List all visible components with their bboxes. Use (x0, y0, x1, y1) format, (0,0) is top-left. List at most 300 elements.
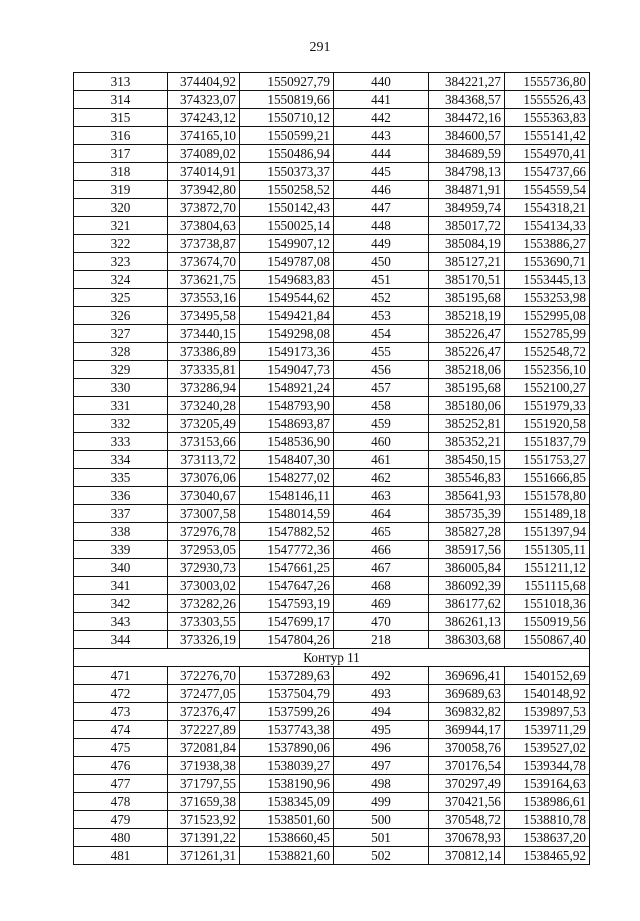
y-coordinate-cell: 1553445,13 (505, 271, 590, 289)
y-coordinate-cell: 1537289,63 (240, 667, 334, 685)
x-coordinate-cell: 373738,87 (168, 235, 240, 253)
y-coordinate-cell: 1548536,90 (240, 433, 334, 451)
point-number-cell: 443 (334, 127, 429, 145)
y-coordinate-cell: 1549907,12 (240, 235, 334, 253)
point-number-cell: 466 (334, 541, 429, 559)
y-coordinate-cell: 1549544,62 (240, 289, 334, 307)
point-number-cell: 500 (334, 811, 429, 829)
table-row (74, 541, 590, 559)
y-coordinate-cell: 1552356,10 (505, 361, 590, 379)
y-coordinate-cell: 1555526,43 (505, 91, 590, 109)
point-number-cell: 474 (74, 721, 168, 739)
point-number-cell: 319 (74, 181, 168, 199)
x-coordinate-cell: 373326,19 (168, 631, 240, 649)
y-coordinate-cell: 1551666,85 (505, 469, 590, 487)
point-number-cell: 451 (334, 271, 429, 289)
y-coordinate-cell: 1547647,26 (240, 577, 334, 595)
point-number-cell: 472 (74, 685, 168, 703)
point-number-cell: 440 (334, 73, 429, 91)
point-number-cell: 471 (74, 667, 168, 685)
point-number-cell: 315 (74, 109, 168, 127)
point-number-cell: 463 (334, 487, 429, 505)
table-row (74, 685, 590, 703)
point-number-cell: 335 (74, 469, 168, 487)
y-coordinate-cell: 1549298,08 (240, 325, 334, 343)
y-coordinate-cell: 1551837,79 (505, 433, 590, 451)
table-row (74, 415, 590, 433)
y-coordinate-cell: 1550919,56 (505, 613, 590, 631)
point-number-cell: 334 (74, 451, 168, 469)
point-number-cell: 452 (334, 289, 429, 307)
y-coordinate-cell: 1538190,96 (240, 775, 334, 793)
x-coordinate-cell: 373153,66 (168, 433, 240, 451)
table-row (74, 757, 590, 775)
table-row (74, 721, 590, 739)
x-coordinate-cell: 385546,83 (429, 469, 505, 487)
y-coordinate-cell: 1551211,12 (505, 559, 590, 577)
y-coordinate-cell: 1550599,21 (240, 127, 334, 145)
point-number-cell: 316 (74, 127, 168, 145)
x-coordinate-cell: 373205,49 (168, 415, 240, 433)
x-coordinate-cell: 385218,06 (429, 361, 505, 379)
y-coordinate-cell: 1554318,21 (505, 199, 590, 217)
table-row (74, 109, 590, 127)
y-coordinate-cell: 1538465,92 (505, 847, 590, 865)
table-row (74, 451, 590, 469)
point-number-cell: 337 (74, 505, 168, 523)
point-number-cell: 481 (74, 847, 168, 865)
point-number-cell: 339 (74, 541, 168, 559)
x-coordinate-cell: 373282,26 (168, 595, 240, 613)
table-row (74, 613, 590, 631)
point-number-cell: 494 (334, 703, 429, 721)
x-coordinate-cell: 373386,89 (168, 343, 240, 361)
y-coordinate-cell: 1537599,26 (240, 703, 334, 721)
x-coordinate-cell: 369696,41 (429, 667, 505, 685)
y-coordinate-cell: 1549787,08 (240, 253, 334, 271)
y-coordinate-cell: 1547593,19 (240, 595, 334, 613)
point-number-cell: 444 (334, 145, 429, 163)
point-number-cell: 336 (74, 487, 168, 505)
x-coordinate-cell: 385827,28 (429, 523, 505, 541)
y-coordinate-cell: 1548014,59 (240, 505, 334, 523)
y-coordinate-cell: 1554737,66 (505, 163, 590, 181)
table-row (74, 739, 590, 757)
y-coordinate-cell: 1547804,26 (240, 631, 334, 649)
point-number-cell: 326 (74, 307, 168, 325)
x-coordinate-cell: 373440,15 (168, 325, 240, 343)
point-number-cell: 448 (334, 217, 429, 235)
point-number-cell: 441 (334, 91, 429, 109)
point-number-cell: 324 (74, 271, 168, 289)
x-coordinate-cell: 373003,02 (168, 577, 240, 595)
x-coordinate-cell: 374165,10 (168, 127, 240, 145)
x-coordinate-cell: 372477,05 (168, 685, 240, 703)
point-number-cell: 445 (334, 163, 429, 181)
table-row (74, 163, 590, 181)
table-row (74, 847, 590, 865)
y-coordinate-cell: 1550819,66 (240, 91, 334, 109)
table-row (74, 703, 590, 721)
y-coordinate-cell: 1554970,41 (505, 145, 590, 163)
point-number-cell: 323 (74, 253, 168, 271)
y-coordinate-cell: 1551115,68 (505, 577, 590, 595)
point-number-cell: 497 (334, 757, 429, 775)
x-coordinate-cell: 384221,27 (429, 73, 505, 91)
x-coordinate-cell: 372227,89 (168, 721, 240, 739)
x-coordinate-cell: 372276,70 (168, 667, 240, 685)
table-row (74, 379, 590, 397)
y-coordinate-cell: 1550710,12 (240, 109, 334, 127)
point-number-cell: 496 (334, 739, 429, 757)
x-coordinate-cell: 385641,93 (429, 487, 505, 505)
y-coordinate-cell: 1553253,98 (505, 289, 590, 307)
x-coordinate-cell: 385218,19 (429, 307, 505, 325)
table-row (74, 271, 590, 289)
point-number-cell: 468 (334, 577, 429, 595)
y-coordinate-cell: 1555736,80 (505, 73, 590, 91)
point-number-cell: 314 (74, 91, 168, 109)
table-row (74, 343, 590, 361)
x-coordinate-cell: 374404,92 (168, 73, 240, 91)
y-coordinate-cell: 1549421,84 (240, 307, 334, 325)
y-coordinate-cell: 1548277,02 (240, 469, 334, 487)
x-coordinate-cell: 371797,55 (168, 775, 240, 793)
point-number-cell: 495 (334, 721, 429, 739)
x-coordinate-cell: 385252,81 (429, 415, 505, 433)
point-number-cell: 473 (74, 703, 168, 721)
x-coordinate-cell: 370176,54 (429, 757, 505, 775)
y-coordinate-cell: 1553690,71 (505, 253, 590, 271)
section-header-row (74, 649, 590, 667)
y-coordinate-cell: 1539527,02 (505, 739, 590, 757)
y-coordinate-cell: 1538986,61 (505, 793, 590, 811)
y-coordinate-cell: 1550258,52 (240, 181, 334, 199)
x-coordinate-cell: 384689,59 (429, 145, 505, 163)
x-coordinate-cell: 369689,63 (429, 685, 505, 703)
y-coordinate-cell: 1550486,94 (240, 145, 334, 163)
table-row (74, 595, 590, 613)
x-coordinate-cell: 372930,73 (168, 559, 240, 577)
y-coordinate-cell: 1550373,37 (240, 163, 334, 181)
x-coordinate-cell: 386005,84 (429, 559, 505, 577)
point-number-cell: 460 (334, 433, 429, 451)
point-number-cell: 498 (334, 775, 429, 793)
point-number-cell: 442 (334, 109, 429, 127)
point-number-cell: 499 (334, 793, 429, 811)
x-coordinate-cell: 384798,13 (429, 163, 505, 181)
x-coordinate-cell: 373674,70 (168, 253, 240, 271)
point-number-cell: 340 (74, 559, 168, 577)
point-number-cell: 465 (334, 523, 429, 541)
point-number-cell: 470 (334, 613, 429, 631)
y-coordinate-cell: 1549173,36 (240, 343, 334, 361)
point-number-cell: 492 (334, 667, 429, 685)
y-coordinate-cell: 1552995,08 (505, 307, 590, 325)
point-number-cell: 454 (334, 325, 429, 343)
y-coordinate-cell: 1554559,54 (505, 181, 590, 199)
y-coordinate-cell: 1550867,40 (505, 631, 590, 649)
x-coordinate-cell: 374089,02 (168, 145, 240, 163)
table-row (74, 325, 590, 343)
point-number-cell: 341 (74, 577, 168, 595)
point-number-cell: 461 (334, 451, 429, 469)
y-coordinate-cell: 1555141,42 (505, 127, 590, 145)
y-coordinate-cell: 1553886,27 (505, 235, 590, 253)
point-number-cell: 458 (334, 397, 429, 415)
x-coordinate-cell: 371659,38 (168, 793, 240, 811)
y-coordinate-cell: 1551920,58 (505, 415, 590, 433)
y-coordinate-cell: 1538637,20 (505, 829, 590, 847)
point-number-cell: 467 (334, 559, 429, 577)
point-number-cell: 447 (334, 199, 429, 217)
y-coordinate-cell: 1548407,30 (240, 451, 334, 469)
table-row (74, 523, 590, 541)
y-coordinate-cell: 1547661,25 (240, 559, 334, 577)
y-coordinate-cell: 1547882,52 (240, 523, 334, 541)
x-coordinate-cell: 386303,68 (429, 631, 505, 649)
point-number-cell: 330 (74, 379, 168, 397)
y-coordinate-cell: 1548793,90 (240, 397, 334, 415)
y-coordinate-cell: 1552100,27 (505, 379, 590, 397)
x-coordinate-cell: 373942,80 (168, 181, 240, 199)
x-coordinate-cell: 385450,15 (429, 451, 505, 469)
table-row (74, 199, 590, 217)
x-coordinate-cell: 385226,47 (429, 343, 505, 361)
point-number-cell: 328 (74, 343, 168, 361)
y-coordinate-cell: 1548146,11 (240, 487, 334, 505)
x-coordinate-cell: 373286,94 (168, 379, 240, 397)
y-coordinate-cell: 1537890,06 (240, 739, 334, 757)
point-number-cell: 317 (74, 145, 168, 163)
table-row (74, 631, 590, 649)
x-coordinate-cell: 371391,22 (168, 829, 240, 847)
x-coordinate-cell: 371261,31 (168, 847, 240, 865)
y-coordinate-cell: 1538810,78 (505, 811, 590, 829)
x-coordinate-cell: 373804,63 (168, 217, 240, 235)
y-coordinate-cell: 1549683,83 (240, 271, 334, 289)
x-coordinate-cell: 384472,16 (429, 109, 505, 127)
point-number-cell: 450 (334, 253, 429, 271)
x-coordinate-cell: 370297,49 (429, 775, 505, 793)
x-coordinate-cell: 385180,06 (429, 397, 505, 415)
point-number-cell: 480 (74, 829, 168, 847)
y-coordinate-cell: 1538660,45 (240, 829, 334, 847)
point-number-cell: 464 (334, 505, 429, 523)
x-coordinate-cell: 372376,47 (168, 703, 240, 721)
table-row (74, 73, 590, 91)
table-row (74, 487, 590, 505)
table-row (74, 505, 590, 523)
table-row (74, 289, 590, 307)
x-coordinate-cell: 385352,21 (429, 433, 505, 451)
x-coordinate-cell: 385735,39 (429, 505, 505, 523)
table-row (74, 433, 590, 451)
point-number-cell: 457 (334, 379, 429, 397)
table-row (74, 775, 590, 793)
x-coordinate-cell: 373040,67 (168, 487, 240, 505)
y-coordinate-cell: 1538345,09 (240, 793, 334, 811)
y-coordinate-cell: 1539344,78 (505, 757, 590, 775)
point-number-cell: 455 (334, 343, 429, 361)
point-number-cell: 493 (334, 685, 429, 703)
y-coordinate-cell: 1551489,18 (505, 505, 590, 523)
y-coordinate-cell: 1540148,92 (505, 685, 590, 703)
point-number-cell: 449 (334, 235, 429, 253)
y-coordinate-cell: 1537504,79 (240, 685, 334, 703)
x-coordinate-cell: 370058,76 (429, 739, 505, 757)
x-coordinate-cell: 386261,13 (429, 613, 505, 631)
x-coordinate-cell: 385917,56 (429, 541, 505, 559)
table-row (74, 577, 590, 595)
y-coordinate-cell: 1554134,33 (505, 217, 590, 235)
table-row (74, 793, 590, 811)
x-coordinate-cell: 373007,58 (168, 505, 240, 523)
x-coordinate-cell: 370421,56 (429, 793, 505, 811)
point-number-cell: 320 (74, 199, 168, 217)
point-number-cell: 477 (74, 775, 168, 793)
point-number-cell: 479 (74, 811, 168, 829)
y-coordinate-cell: 1538039,27 (240, 757, 334, 775)
x-coordinate-cell: 384871,91 (429, 181, 505, 199)
x-coordinate-cell: 385226,47 (429, 325, 505, 343)
y-coordinate-cell: 1540152,69 (505, 667, 590, 685)
x-coordinate-cell: 374014,91 (168, 163, 240, 181)
x-coordinate-cell: 385084,19 (429, 235, 505, 253)
y-coordinate-cell: 1551018,36 (505, 595, 590, 613)
point-number-cell: 329 (74, 361, 168, 379)
point-number-cell: 327 (74, 325, 168, 343)
table-row (74, 181, 590, 199)
y-coordinate-cell: 1538501,60 (240, 811, 334, 829)
x-coordinate-cell: 370812,14 (429, 847, 505, 865)
x-coordinate-cell: 384600,57 (429, 127, 505, 145)
table-row (74, 127, 590, 145)
table-row (74, 235, 590, 253)
point-number-cell: 325 (74, 289, 168, 307)
y-coordinate-cell: 1548693,87 (240, 415, 334, 433)
y-coordinate-cell: 1539711,29 (505, 721, 590, 739)
point-number-cell: 344 (74, 631, 168, 649)
point-number-cell: 476 (74, 757, 168, 775)
x-coordinate-cell: 370678,93 (429, 829, 505, 847)
table-row (74, 397, 590, 415)
point-number-cell: 453 (334, 307, 429, 325)
y-coordinate-cell: 1552785,99 (505, 325, 590, 343)
x-coordinate-cell: 373076,06 (168, 469, 240, 487)
x-coordinate-cell: 374243,12 (168, 109, 240, 127)
point-number-cell: 342 (74, 595, 168, 613)
table-row (74, 217, 590, 235)
y-coordinate-cell: 1548921,24 (240, 379, 334, 397)
table-row (74, 469, 590, 487)
y-coordinate-cell: 1551305,11 (505, 541, 590, 559)
x-coordinate-cell: 371938,38 (168, 757, 240, 775)
x-coordinate-cell: 384959,74 (429, 199, 505, 217)
table-row (74, 559, 590, 577)
y-coordinate-cell: 1551979,33 (505, 397, 590, 415)
y-coordinate-cell: 1551753,27 (505, 451, 590, 469)
x-coordinate-cell: 373113,72 (168, 451, 240, 469)
point-number-cell: 218 (334, 631, 429, 649)
y-coordinate-cell: 1550142,43 (240, 199, 334, 217)
y-coordinate-cell: 1547772,36 (240, 541, 334, 559)
x-coordinate-cell: 373495,58 (168, 307, 240, 325)
y-coordinate-cell: 1537743,38 (240, 721, 334, 739)
point-number-cell: 462 (334, 469, 429, 487)
point-number-cell: 343 (74, 613, 168, 631)
point-number-cell: 446 (334, 181, 429, 199)
x-coordinate-cell: 373335,81 (168, 361, 240, 379)
x-coordinate-cell: 384368,57 (429, 91, 505, 109)
table-row (74, 307, 590, 325)
coordinates-table (73, 72, 590, 865)
x-coordinate-cell: 374323,07 (168, 91, 240, 109)
y-coordinate-cell: 1549047,73 (240, 361, 334, 379)
x-coordinate-cell: 386092,39 (429, 577, 505, 595)
x-coordinate-cell: 385195,68 (429, 379, 505, 397)
x-coordinate-cell: 373621,75 (168, 271, 240, 289)
y-coordinate-cell: 1550927,79 (240, 73, 334, 91)
x-coordinate-cell: 385195,68 (429, 289, 505, 307)
x-coordinate-cell: 385170,51 (429, 271, 505, 289)
point-number-cell: 502 (334, 847, 429, 865)
point-number-cell: 469 (334, 595, 429, 613)
point-number-cell: 456 (334, 361, 429, 379)
x-coordinate-cell: 373553,16 (168, 289, 240, 307)
point-number-cell: 338 (74, 523, 168, 541)
point-number-cell: 322 (74, 235, 168, 253)
point-number-cell: 318 (74, 163, 168, 181)
table-row (74, 667, 590, 685)
table-row (74, 253, 590, 271)
x-coordinate-cell: 385017,72 (429, 217, 505, 235)
y-coordinate-cell: 1550025,14 (240, 217, 334, 235)
y-coordinate-cell: 1551578,80 (505, 487, 590, 505)
table-row (74, 361, 590, 379)
x-coordinate-cell: 372953,05 (168, 541, 240, 559)
point-number-cell: 459 (334, 415, 429, 433)
table-row (74, 145, 590, 163)
point-number-cell: 478 (74, 793, 168, 811)
point-number-cell: 313 (74, 73, 168, 91)
x-coordinate-cell: 372976,78 (168, 523, 240, 541)
y-coordinate-cell: 1539897,53 (505, 703, 590, 721)
y-coordinate-cell: 1552548,72 (505, 343, 590, 361)
point-number-cell: 332 (74, 415, 168, 433)
y-coordinate-cell: 1547699,17 (240, 613, 334, 631)
y-coordinate-cell: 1555363,83 (505, 109, 590, 127)
point-number-cell: 321 (74, 217, 168, 235)
x-coordinate-cell: 373303,55 (168, 613, 240, 631)
point-number-cell: 333 (74, 433, 168, 451)
table-row (74, 811, 590, 829)
table-row (74, 91, 590, 109)
x-coordinate-cell: 372081,84 (168, 739, 240, 757)
x-coordinate-cell: 373872,70 (168, 199, 240, 217)
x-coordinate-cell: 385127,21 (429, 253, 505, 271)
x-coordinate-cell: 369832,82 (429, 703, 505, 721)
section-title: Контур 11 (74, 649, 590, 667)
page-number: 291 (309, 40, 331, 55)
x-coordinate-cell: 369944,17 (429, 721, 505, 739)
x-coordinate-cell: 373240,28 (168, 397, 240, 415)
y-coordinate-cell: 1538821,60 (240, 847, 334, 865)
table-row (74, 829, 590, 847)
point-number-cell: 331 (74, 397, 168, 415)
y-coordinate-cell: 1539164,63 (505, 775, 590, 793)
y-coordinate-cell: 1551397,94 (505, 523, 590, 541)
